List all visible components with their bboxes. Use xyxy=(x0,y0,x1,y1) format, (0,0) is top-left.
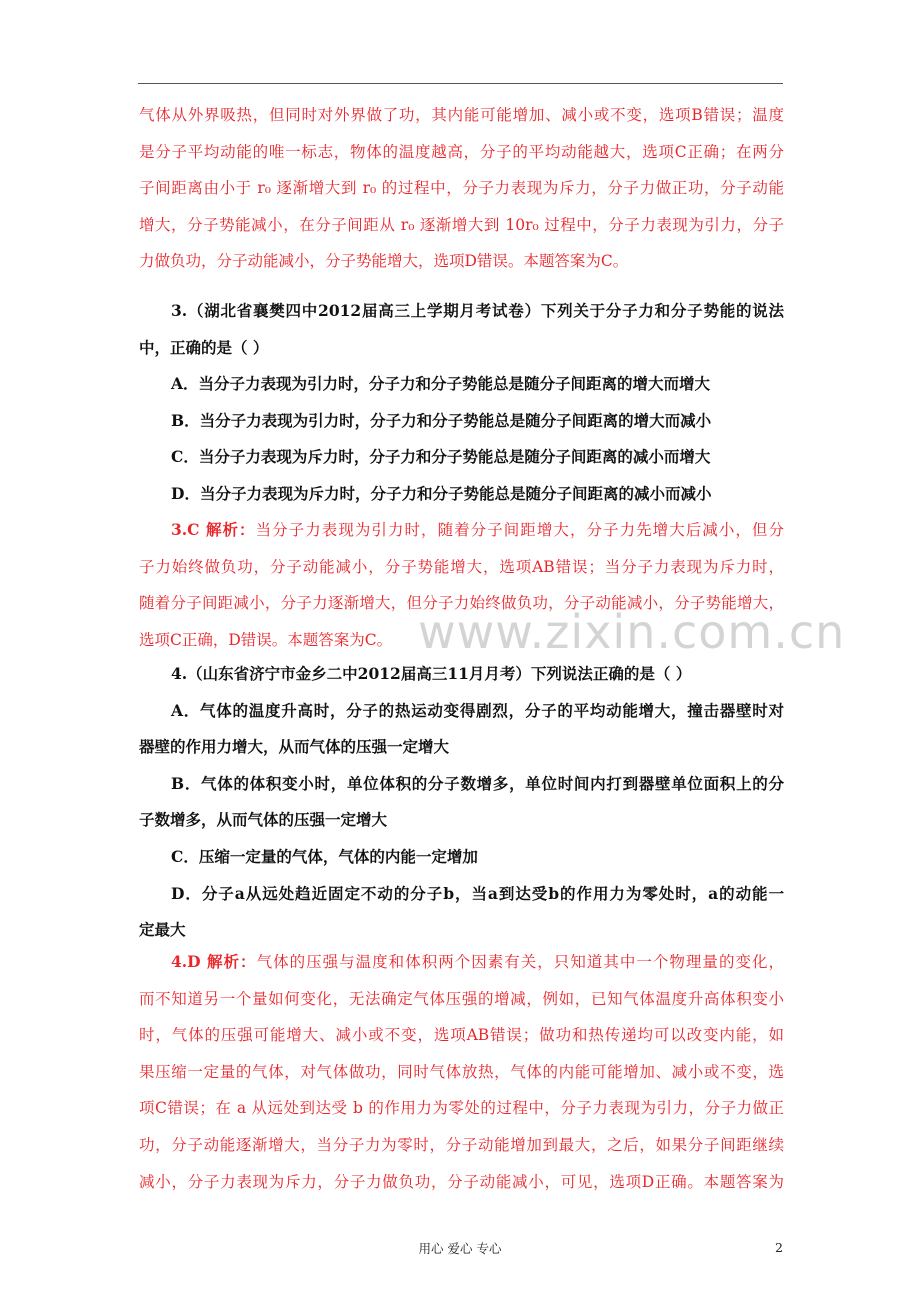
analysis-line: 子间距离由小于 r₀ 逐渐增大到 r₀ 的过程中，分子力表现为斥力，分子力做正功，分子动能 xyxy=(139,179,784,198)
option-c: C．压缩一定量的气体，气体的内能一定增加 xyxy=(171,846,478,866)
answer-label: 4.D 解析： xyxy=(171,952,257,971)
analysis-line: 时，气体的压强可能增大、减小或不变，选项AB错误；做功和热传递均可以改变内能，如 xyxy=(139,1026,784,1045)
question-stem-line: 3.（湖北省襄樊四中2012届高三上学期月考试卷）下列关于分子力和分子势能的说法 xyxy=(171,301,784,320)
analysis-text: 气体的压强与温度和体积两个因素有关，只知道其中一个物理量的变化， xyxy=(256,953,784,971)
analysis-line: 增大，分子势能减小，在分子间距从 r₀ 逐渐增大到 10r₀ 过程中，分子力表现为引力，分子 xyxy=(139,215,784,234)
analysis-line: 项C错误；在 a 从远处到达受 b 的作用力为零处的过程中，分子力表现为引力，分子力做正 xyxy=(139,1099,784,1118)
answer-3 xyxy=(139,512,784,658)
page-footer: 用心 爱心 专心 xyxy=(418,1241,502,1256)
option-a-line1: A．气体的温度升高时，分子的热运动变得剧烈，分子的平均动能增大，撞击器壁时对 xyxy=(171,700,784,720)
analysis-line: 减小，分子力表现为斥力，分子力做负功，分子动能减小，可见，选项D正确。本题答案为 xyxy=(139,1172,784,1191)
option-d-line2: 定最大 xyxy=(139,920,186,940)
analysis-line: 随着分子间距减小，分子力逐渐增大，但分子力始终做负功，分子动能减小，分子势能增大， xyxy=(139,594,784,613)
question-stem-line: 中，正确的是（ ） xyxy=(139,337,269,357)
option-a-line2: 器壁的作用力增大，从而气体的压强一定增大 xyxy=(139,737,450,757)
option-c: C．当分子力表现为斥力时，分子力和分子势能总是随分子间距离的减小而增大 xyxy=(171,447,711,467)
analysis-line: 选项C正确，D错误。本题答案为C。 xyxy=(139,630,393,649)
analysis-line: 而不知道另一个量如何变化，无法确定气体压强的增减，例如，已知气体温度升高体积变小 xyxy=(139,989,784,1008)
analysis-line: 气体从外界吸热，但同时对外界做了功，其内能可能增加、减小或不变，选项B错误；温度 xyxy=(139,106,784,124)
question-stem-line: 4.（山东省济宁市金乡二中2012届高三11月月考）下列说法正确的是（ ） xyxy=(171,664,692,683)
option-a: A．当分子力表现为引力时，分子力和分子势能总是随分子间距离的增大而增大 xyxy=(171,374,711,394)
answer-line xyxy=(139,944,784,981)
option-b: B．当分子力表现为引力时，分子力和分子势能总是随分子间距离的增大而减小 xyxy=(171,410,712,430)
question-4 xyxy=(139,656,784,949)
page-number: 2 xyxy=(775,1240,783,1255)
answer-label: 3.C 解析： xyxy=(171,520,256,539)
option-d: D．当分子力表现为斥力时，分子力和分子势能总是随分子间距离的减小而减小 xyxy=(171,483,712,503)
analysis-continuation xyxy=(139,97,784,280)
analysis-text: 当分子力表现为引力时，随着分子间距增大，分子力先增大后减小，但分 xyxy=(255,521,784,539)
answer-line xyxy=(139,512,784,549)
watermark: www.zixin.com.cn xyxy=(418,605,846,659)
header-rule xyxy=(138,83,783,84)
analysis-line: 子力始终做负功，分子动能减小，分子势能增大，选项AB错误；当分子力表现为斥力时， xyxy=(139,557,784,576)
option-b-line1: B．气体的体积变小时，单位体积的分子数增多，单位时间内打到器壁单位面积上的分 xyxy=(171,773,784,793)
analysis-line: 功，分子动能逐渐增大，当分子力为零时，分子动能增加到最大，之后，如果分子间距继续 xyxy=(139,1135,784,1154)
analysis-line: 果压缩一定量的气体，对气体做功，同时气体放热，气体的内能可能增加、减小或不变，选 xyxy=(139,1062,784,1081)
option-b-line2: 子数增多，从而气体的压强一定增大 xyxy=(139,810,388,830)
analysis-line: 力做负功，分子动能减小，分子势能增大，选项D错误。本题答案为C。 xyxy=(139,252,629,271)
question-3 xyxy=(139,293,784,513)
answer-4 xyxy=(139,944,784,1200)
option-d-line1: D．分子a从远处趋近固定不动的分子b，当a到达受b的作用力为零处时，a的动能一 xyxy=(171,883,784,903)
analysis-line: 是分子平均动能的唯一标志，物体的温度越高，分子的平均动能越大，选项C正确；在两分 xyxy=(139,142,784,161)
